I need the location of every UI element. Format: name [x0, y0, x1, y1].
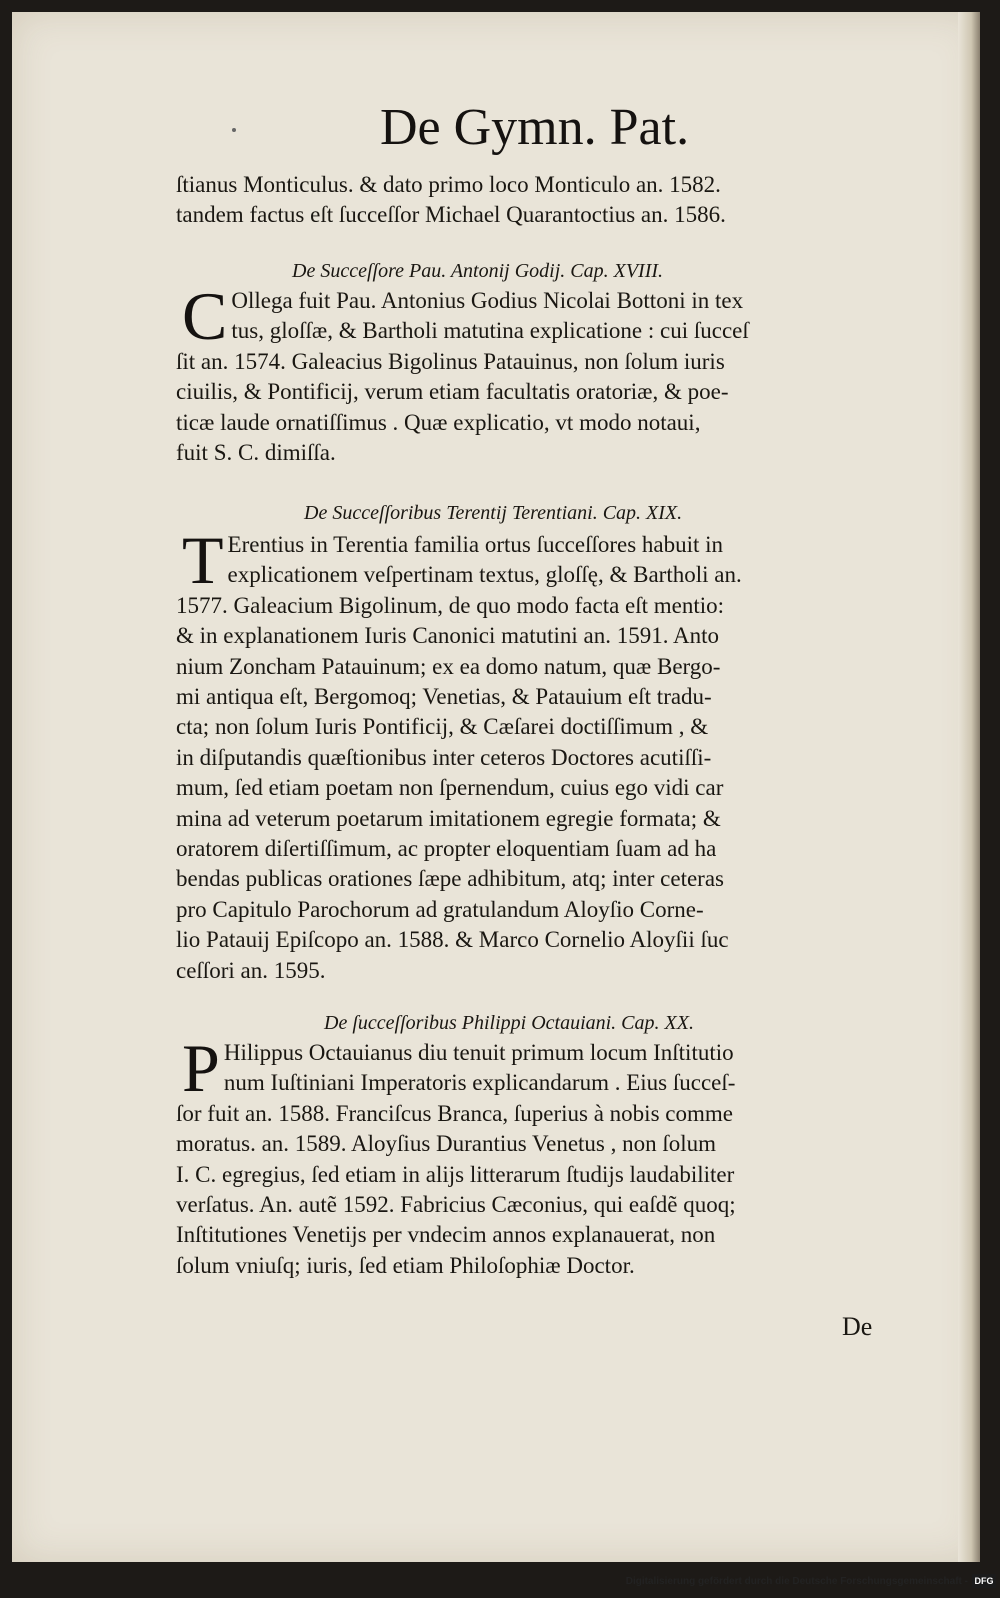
- dfg-logo: DFG: [972, 1574, 996, 1588]
- text-line: Hilippus Octauianus diu tenuit primum locum Inſtitutio: [223, 1040, 734, 1065]
- text-line: num Iuſtiniani Imperatoris explicandarum . Eius ſucceſ-: [223, 1070, 736, 1096]
- text-line: fuit S. C. dimiſſa.: [176, 440, 336, 466]
- drop-cap: P: [182, 1030, 220, 1106]
- text-line: moratus. an. 1589. Aloyſius Durantius Venetus , non ſolum: [176, 1131, 717, 1157]
- text-line: ſolum vniuſq; iuris, ſed etiam Philoſophiæ Doctor.: [176, 1252, 635, 1278]
- text-line: Ollega fuit Pau. Antonius Godius Nicolai Bottoni in tex: [231, 288, 744, 313]
- digitization-credit: Digitalisierung gefördert durch die Deutsche Forschungsgemeinschaft -: [625, 1576, 968, 1587]
- chapter-paragraph-xx: [176, 1030, 911, 1281]
- text-line: oratorem diſertiſſimum, ac propter eloquentiam ſuam ad ha: [176, 836, 717, 862]
- text-line: verſatus. An. autẽ 1592. Fabricius Cæconius, qui eaſdẽ quoq;: [176, 1192, 736, 1218]
- text-line: tus, gloſſæ, & Bartholi matutina explicatione : cui ſucceſ: [231, 318, 749, 344]
- chapter-heading-xviii: De Succeſſore Pau. Antonij Godij. Cap. XVIII.: [292, 260, 664, 282]
- text-line: explicationem veſpertinam textus, gloſſę, & Bartholi an.: [227, 562, 742, 588]
- text-line: in diſputandis quæſtionibus inter ceteros Doctores acutiſſi-: [176, 744, 712, 770]
- page-edge: [958, 12, 980, 1562]
- text-line: ticæ laude ornatiſſimus . Quæ explicatio, vt modo notaui,: [176, 409, 701, 435]
- intro-line: tandem factus eſt ſucceſſor Michael Quarantoctius an. 1586.: [176, 202, 726, 228]
- text-line: mum, ſed etiam poetam non ſpernendum, cuius ego vidi car: [176, 775, 724, 801]
- text-line: lio Patauij Epiſcopo an. 1588. & Marco Cornelio Aloyſii ſuc: [176, 927, 729, 953]
- text-line: ceſſori an. 1595.: [176, 957, 326, 983]
- text-line: mi antiqua eſt, Bergomoq; Venetias, & Patauium eſt tradu-: [176, 684, 712, 710]
- text-line: I. C. egregius, ſed etiam in alijs litterarum ſtudijs laudabiliter: [176, 1161, 735, 1187]
- text-line: ciuilis, & Pontificij, verum etiam facultatis oratoriæ, & poe-: [176, 379, 729, 405]
- text-line: mina ad veterum poetarum imitationem egregie formata; &: [176, 805, 721, 831]
- ink-speck: [232, 128, 236, 132]
- text-line: nium Zoncham Patauinum; ex ea domo natum, quæ Bergo-: [176, 653, 721, 679]
- text-line: cta; non ſolum Iuris Pontificij, & Cæſarei doctiſſimum , &: [176, 714, 709, 740]
- text-line: bendas publicas orationes ſæpe adhibitum, atq; inter ceteras: [176, 866, 725, 892]
- drop-cap: C: [182, 278, 228, 354]
- text-line: & in explanationem Iuris Canonici matutini an. 1591. Anto: [176, 623, 719, 649]
- chapter-paragraph-xviii: [176, 278, 911, 468]
- chapter-heading-xix: De Succeſſoribus Terentij Terentiani. Cap. XIX.: [304, 502, 683, 524]
- chapter-paragraph-xix: [176, 522, 911, 986]
- text-line: pro Capitulo Parochorum ad gratulandum Aloyſio Corne-: [176, 896, 704, 922]
- text-line: ſit an. 1574. Galeacius Bigolinus Patauinus, non ſolum iuris: [176, 348, 725, 374]
- intro-line: ſtianus Monticulus. & dato primo loco Monticulo an. 1582.: [176, 172, 721, 197]
- running-title: De Gymn. Pat.: [380, 99, 690, 156]
- text-line: ſor fuit an. 1588. Franciſcus Branca, ſuperius à nobis comme: [176, 1100, 733, 1126]
- intro-paragraph: [176, 170, 911, 231]
- drop-cap: T: [182, 522, 224, 598]
- text-line: Inſtitutiones Venetijs per vndecim annos explanauerat, non: [176, 1222, 716, 1248]
- chapter-heading-xx: De ſucceſſoribus Philippi Octauiani. Cap. XX.: [324, 1012, 694, 1034]
- catchword: De: [842, 1312, 873, 1341]
- text-line: Erentius in Terentia familia ortus ſucceſſores habuit in: [227, 532, 724, 557]
- text-line: 1577. Galeacium Bigolinum, de quo modo facta eſt mentio:: [176, 592, 725, 618]
